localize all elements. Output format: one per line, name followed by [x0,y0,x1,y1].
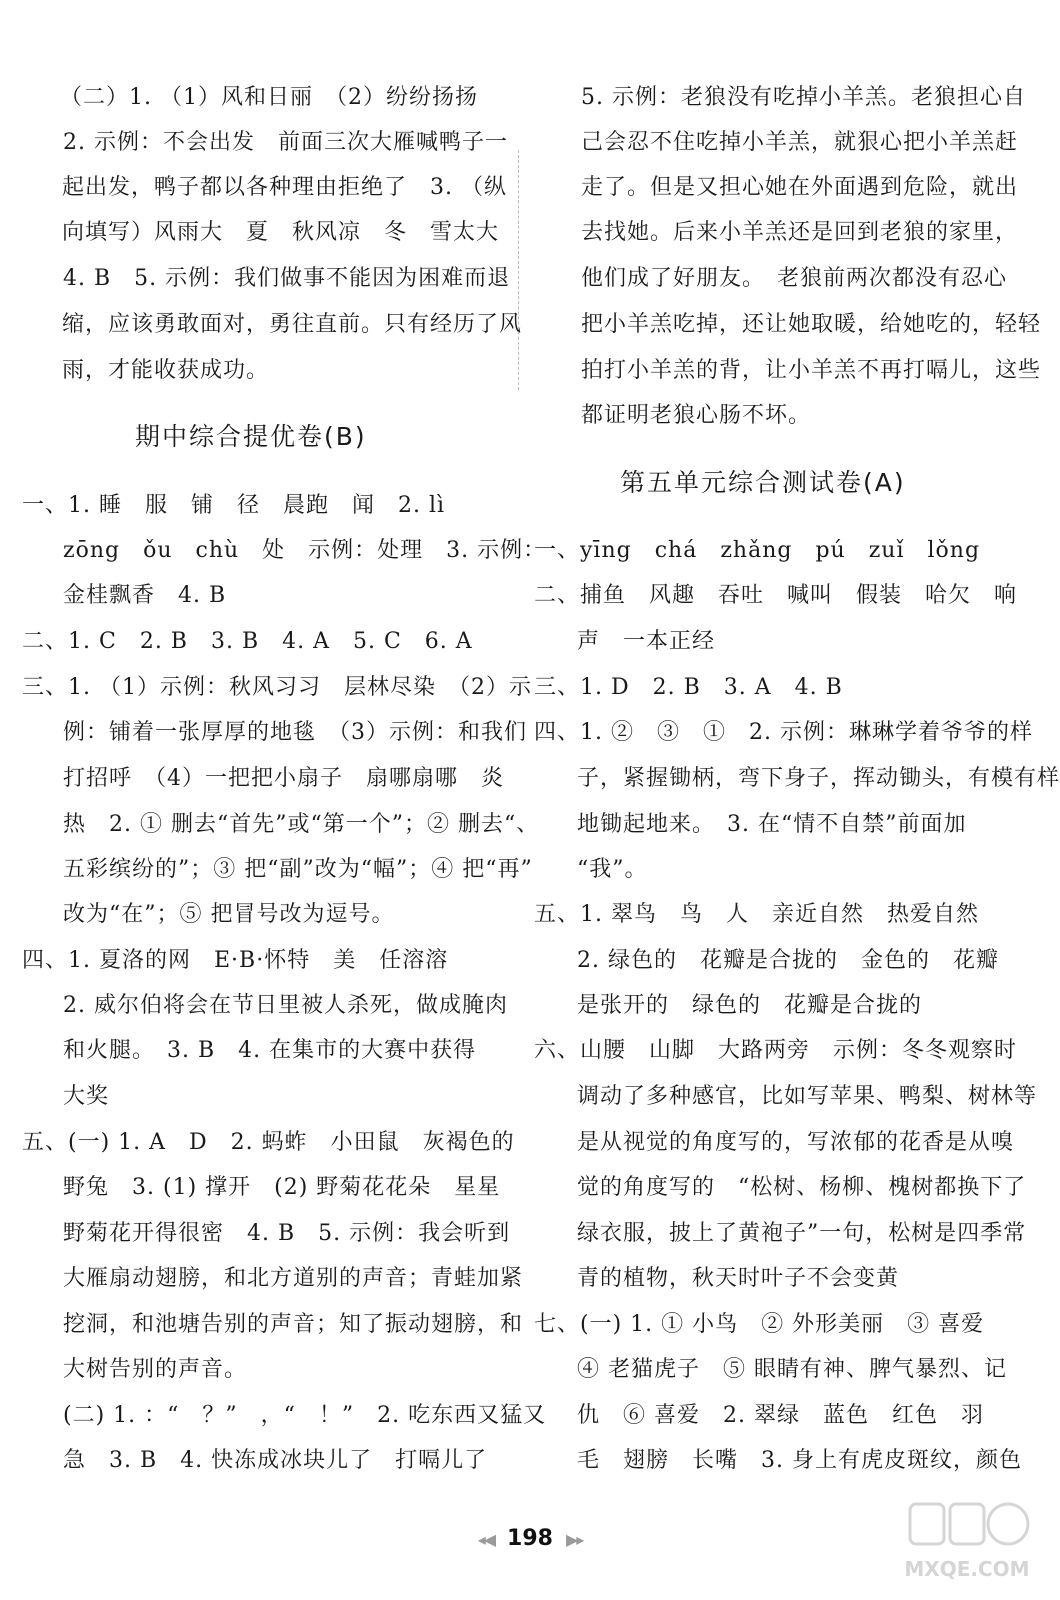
text-line: 都证明老狼心肠不坏。 [558,403,812,428]
column-divider [518,150,519,390]
text-line: 打招呼 （4）一把把小扇子 扇哪扇哪 炎 [40,766,504,791]
text-line: 一、1. 睡 服 铺 径 晨跑 闻 2. lì [22,493,446,518]
text-line: 把小羊羔吃掉，还让她取暖，给她吃的，轻轻 [558,312,1042,337]
text-line: 子，紧握锄柄，弯下身子，挥动锄头，有模有样 [554,766,1060,791]
text-line: 是张开的 绿色的 花瓣是合拢的 [554,993,923,1018]
text-line: “我”。 [554,857,648,882]
text-line: 觉的角度写的 “松树、杨柳、槐树都换下了 [554,1175,1027,1200]
text-line: 仇 ⑥ 喜爱 2. 翠绿 蓝色 红色 羽 [554,1403,984,1428]
text-line: 绿衣服，披上了黄袍子”一句，松树是四季常 [554,1221,1027,1246]
text-line: 2. 绿色的 花瓣是合拢的 金色的 花瓣 [554,948,999,973]
page-number: 198 [507,1526,553,1551]
text-line: 改为“在”；⑤ 把冒号改为逗号。 [40,902,395,927]
text-line: 四、1. 夏洛的网 E·B·怀特 美 任溶溶 [22,948,449,973]
text-line: （二）1. （1）风和日丽 （2）纷纷扬扬 [60,85,478,110]
text-line: 拍打小羊羔的背，让小羊羔不再打嗝儿，这些 [558,358,1042,383]
prev-page-arrows-icon: ◂◀ [477,1530,495,1549]
text-line: 例：铺着一张厚厚的地毯 （3）示例：和我们 [40,720,527,745]
text-line: 2. 示例：不会出发 前面三次大雁喊鸭子一 [40,130,508,155]
text-line: 四、1. ② ③ ① 2. 示例：琳琳学着爷爷的样 [534,720,1033,745]
text-line: 大奖 [40,1084,110,1109]
text-line: 大树告别的声音。 [40,1357,248,1382]
text-line: 己会忍不住吃掉小羊羔，就狠心把小羊羔赶 [558,130,1019,155]
text-line: zōng ǒu chù 处 示例：处理 3. 示例： [40,538,547,563]
text-line: 大雁扇动翅膀，和北方道别的声音；青蛙加紧 [40,1266,524,1291]
text-line: 2. 威尔伯将会在节日里被人杀死，做成腌肉 [40,993,508,1018]
text-line: 热 2. ① 删去“首先”或“第一个”；② 删去“、 [40,812,540,837]
text-line: 毛 翅膀 长嘴 3. 身上有虎皮斑纹，颜色 [554,1448,1022,1473]
text-line: 和火腿。 3. B 4. 在集市的大赛中获得 [40,1038,477,1063]
text-line: 七、(一) 1. ① 小鸟 ② 外形美丽 ③ 喜爱 [534,1312,985,1337]
text-line: 急 3. B 4. 快冻成冰块儿了 打嗝儿了 [40,1448,488,1473]
text-line: 声 一本正经 [554,629,716,654]
text-line: (二) 1. ：“ ？” ，“ ！” 2. 吃东西又猛又 [40,1403,547,1428]
section-heading-midterm: 期中综合提优卷(B) [135,422,367,451]
text-line: 雨，才能收获成功。 [62,358,270,383]
text-line: 五、1. 翠鸟 鸟 人 亲近自然 热爱自然 [534,902,979,927]
text-line: 去找她。后来小羊羔还是回到老狼的家里， [558,220,1019,245]
text-line: 三、1. （1）示例：秋风习习 层林尽染 （2）示 [22,675,532,700]
text-line: 二、捕鱼 风趣 吞吐 喊叫 假装 哈欠 响 [534,583,1018,608]
text-line: 野菊花开得很密 4. B 5. 示例：我会听到 [40,1221,511,1246]
text-line: 三、1. D 2. B 3. A 4. B [534,675,843,700]
text-line: 地锄起地来。 3. 在“情不自禁”前面加 [554,812,967,837]
text-line: ④ 老猫虎子 ⑤ 眼睛有神、脾气暴烈、记 [554,1357,1007,1382]
next-page-arrows-icon: ▶▸ [565,1530,583,1549]
text-line: 二、1. C 2. B 3. B 4. A 5. C 6. A [22,629,473,654]
text-line: 六、山腰 山脚 大路两旁 示例：冬冬观察时 [534,1038,1018,1063]
text-line: 调动了多种感官，比如写苹果、鸭梨、树林等 [554,1084,1038,1109]
watermark-text: MXQE.COM [904,1557,1030,1581]
watermark-logo [902,1498,1032,1586]
text-line: 缩，应该勇敢面对，勇往直前。只有经历了风 [62,312,523,337]
page-footer [0,1526,1060,1551]
text-line: 他们成了好朋友。 老狼前两次都没有忍心 [558,266,1008,291]
text-line: 挖洞，和池塘告别的声音；知了振动翅膀，和 [40,1312,524,1337]
text-line: 5. 示例：老狼没有吃掉小羊羔。老狼担心自 [558,85,1026,110]
text-line: 走了。但是又担心她在外面遇到危险，就出 [558,175,1019,200]
text-line: 金桂飘香 4. B [40,583,227,608]
text-line: 一、yīng chá zhǎng pú zuǐ lǒng [534,538,981,563]
text-line: 起出发，鸭子都以各种理由拒绝了 3. （纵 [62,175,507,200]
text-line: 是从视觉的角度写的，写浓郁的花香是从嗅 [554,1130,1015,1155]
section-heading-unit5: 第五单元综合测试卷(A) [620,468,906,497]
text-line: 4. B 5. 示例：我们做事不能因为困难而退 [40,266,511,291]
text-line: 青的植物，秋天时叶子不会变黄 [554,1266,900,1291]
text-line: 五、(一) 1. A D 2. 蚂蚱 小田鼠 灰褐色的 [22,1130,515,1155]
text-line: 向填写）风雨大 夏 秋风凉 冬 雪太大 [62,220,500,245]
text-line: 野兔 3. (1) 撑开 (2) 野菊花花朵 星星 [40,1175,501,1200]
text-line: 五彩缤纷的”；③ 把“副”改为“幅”；④ 把“再” [40,857,533,882]
